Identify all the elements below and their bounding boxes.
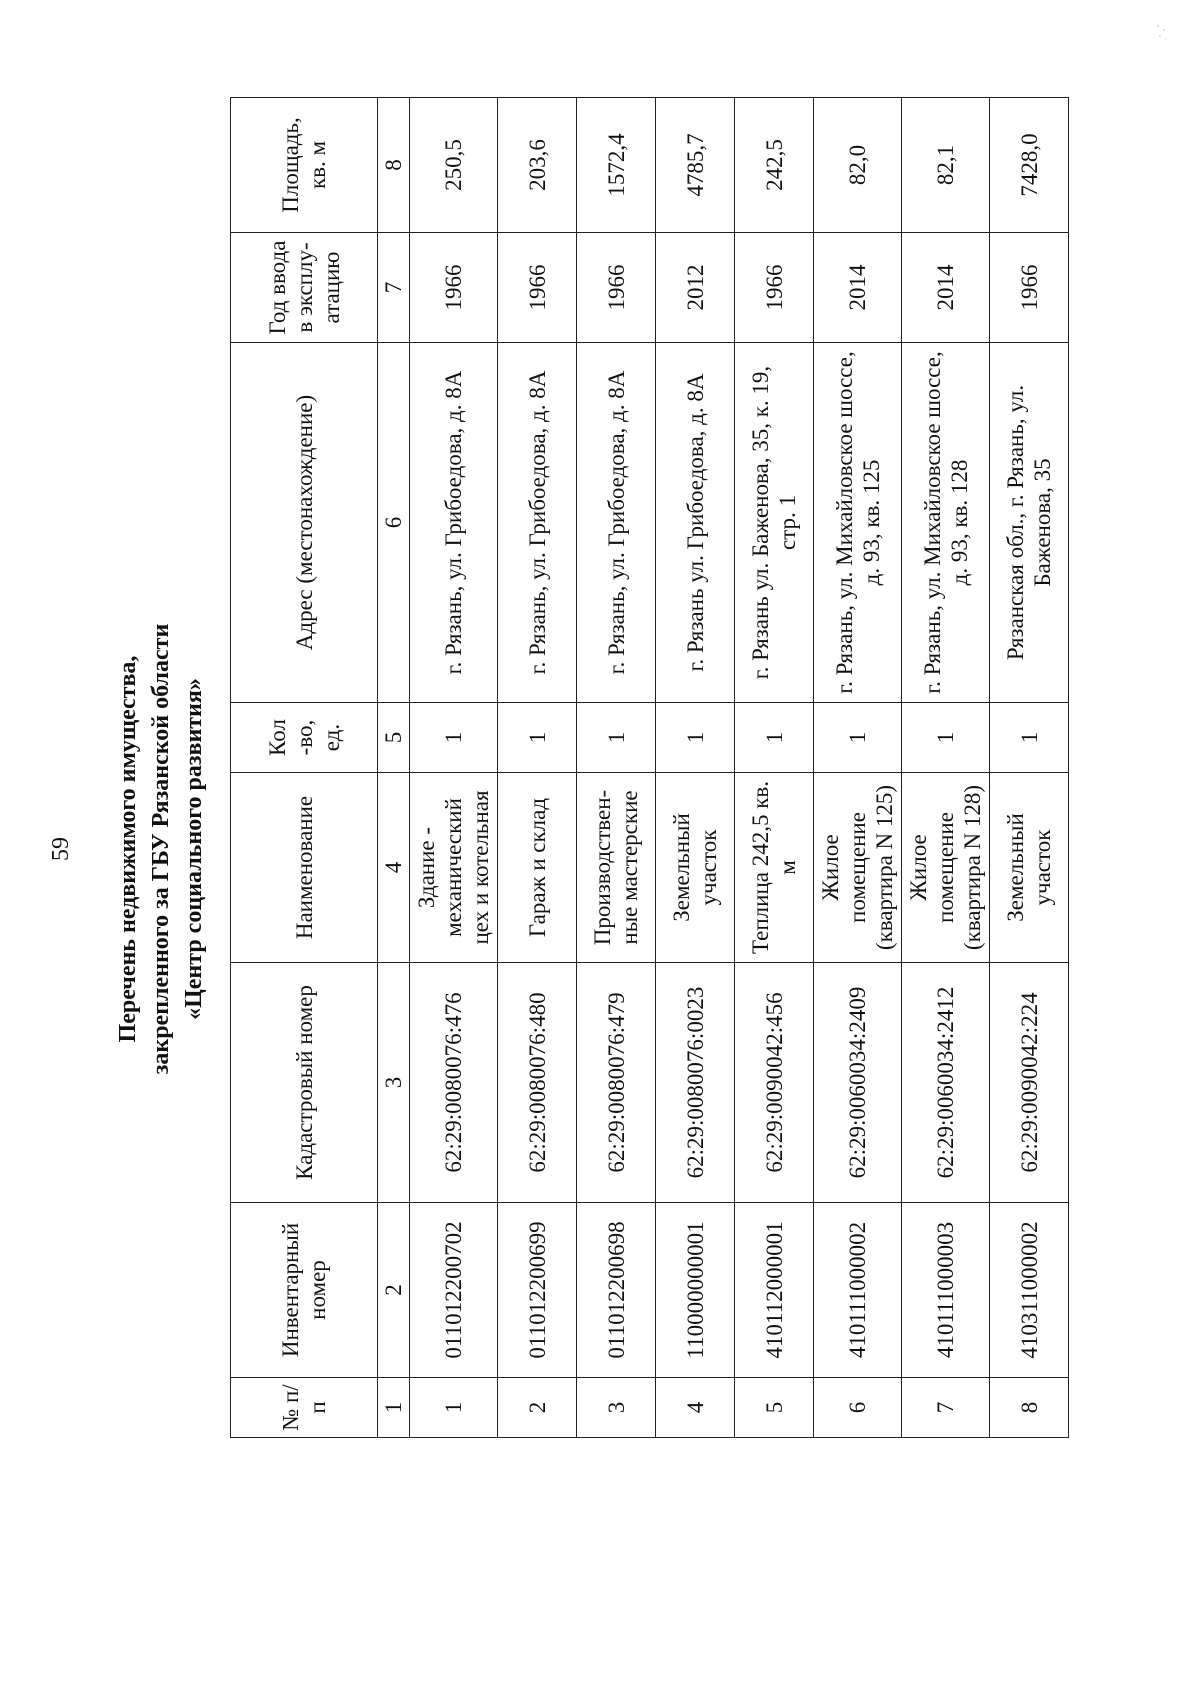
cadastral-number-cell: 62:29:0060034:2409 [814,963,902,1203]
title-line-1: Перечень недвижимого имущества, [115,655,141,1043]
address-cell: Рязанская обл., г. Рязань, ул. Баженова, 35 [990,343,1069,703]
inventory-number-cell: 410112000001 [735,1203,814,1378]
cadastral-number-cell: 62:29:0080076:476 [410,963,498,1203]
area-cell: 4785,7 [656,98,735,233]
column-header: Кол -во, ед. [231,703,378,773]
column-number: 6 [378,343,410,703]
inventory-number-cell: 410111000003 [902,1203,990,1378]
row-number-cell: 3 [577,1378,656,1438]
name-cell: Жилое помещение (квартира N 128) [902,773,990,963]
cadastral-number-cell: 62:29:0080076:480 [498,963,577,1203]
cadastral-number-cell: 62:29:0090042:224 [990,963,1069,1203]
row-number-cell: 8 [990,1378,1069,1438]
cadastral-number-cell: 62:29:0090042:456 [735,963,814,1203]
table-row [814,98,902,1438]
area-cell: 1572,4 [577,98,656,233]
column-number: 8 [378,98,410,233]
address-cell: г. Рязань, ул. Михайловское шоссе, д. 93, кв. 128 [902,343,990,703]
name-cell: Теплица 242,5 кв. м [735,773,814,963]
row-number-cell: 7 [902,1378,990,1438]
area-cell: 250,5 [410,98,498,233]
column-header: Наименование [231,773,378,963]
column-number: 5 [378,703,410,773]
commissioning-year-cell: 1966 [410,233,498,343]
table-row [735,98,814,1438]
column-number: 4 [378,773,410,963]
column-header: Год ввода в эксплу- атацию [231,233,378,343]
inventory-number-cell: 011012200699 [498,1203,577,1378]
table-row [498,98,577,1438]
row-number-cell: 5 [735,1378,814,1438]
column-number: 1 [378,1378,410,1438]
cadastral-number-cell: 62:29:0080076:479 [577,963,656,1203]
page-number: 59 [48,837,74,861]
table-row [990,98,1069,1438]
commissioning-year-cell: 1966 [577,233,656,343]
quantity-cell: 1 [902,703,990,773]
column-number: 3 [378,963,410,1203]
name-cell: Здание - механический цех и котельная [410,773,498,963]
area-cell: 82,1 [902,98,990,233]
quantity-cell: 1 [410,703,498,773]
commissioning-year-cell: 2014 [814,233,902,343]
address-cell: г. Рязань ул. Грибоедова, д. 8А [656,343,735,703]
column-number: 2 [378,1203,410,1378]
table-row [410,98,498,1438]
quantity-cell: 1 [814,703,902,773]
table-header-row [231,98,378,1438]
area-cell: 203,6 [498,98,577,233]
row-number-cell: 4 [656,1378,735,1438]
document-title [112,0,211,1698]
table-row [577,98,656,1438]
quantity-cell: 1 [577,703,656,773]
table-body [410,98,1069,1438]
title-line-3: «Центр социального развития» [181,678,207,1020]
inventory-number-cell: 410111000002 [814,1203,902,1378]
inventory-number-cell: 011012200698 [577,1203,656,1378]
column-header: Адрес (местонахождение) [231,343,378,703]
column-header: Площадь, кв. м [231,98,378,233]
commissioning-year-cell: 2012 [656,233,735,343]
column-header: Инвентарный номер [231,1203,378,1378]
quantity-cell: 1 [656,703,735,773]
name-cell: Жилое помещение (квартира N 125) [814,773,902,963]
commissioning-year-cell: 2014 [902,233,990,343]
quantity-cell: 1 [498,703,577,773]
commissioning-year-cell: 1966 [990,233,1069,343]
row-number-cell: 6 [814,1378,902,1438]
inventory-number-cell: 110000000001 [656,1203,735,1378]
commissioning-year-cell: 1966 [498,233,577,343]
commissioning-year-cell: 1966 [735,233,814,343]
address-cell: г. Рязань, ул. Михайловское шоссе, д. 93, кв. 125 [814,343,902,703]
address-cell: г. Рязань, ул. Грибоедова, д. 8А [577,343,656,703]
address-cell: г. Рязань, ул. Грибоедова, д. 8А [410,343,498,703]
quantity-cell: 1 [735,703,814,773]
name-cell: Гараж и склад [498,773,577,963]
area-cell: 242,5 [735,98,814,233]
column-number-row [378,98,410,1438]
row-number-cell: 2 [498,1378,577,1438]
address-cell: г. Рязань, ул. Грибоедова, д. 8А [498,343,577,703]
property-table [230,97,1069,1438]
inventory-number-cell: 011012200702 [410,1203,498,1378]
cadastral-number-cell: 62:29:0060034:2412 [902,963,990,1203]
area-cell: 82,0 [814,98,902,233]
address-cell: г. Рязань ул. Баженова, 35, к. 19, стр. 1 [735,343,814,703]
column-header: Кадастровый номер [231,963,378,1203]
row-number-cell: 1 [410,1378,498,1438]
name-cell: Земельный участок [656,773,735,963]
table-row [656,98,735,1438]
inventory-number-cell: 410311000002 [990,1203,1069,1378]
quantity-cell: 1 [990,703,1069,773]
cadastral-number-cell: 62:29:0080076:0023 [656,963,735,1203]
name-cell: Земельный участок [990,773,1069,963]
column-number: 7 [378,233,410,343]
name-cell: Производствен- ные мастерские [577,773,656,963]
column-header: № п/п [231,1378,378,1438]
table-row [902,98,990,1438]
area-cell: 7428,0 [990,98,1069,233]
title-line-2: закрепленного за ГБУ Рязанской области [148,623,174,1075]
